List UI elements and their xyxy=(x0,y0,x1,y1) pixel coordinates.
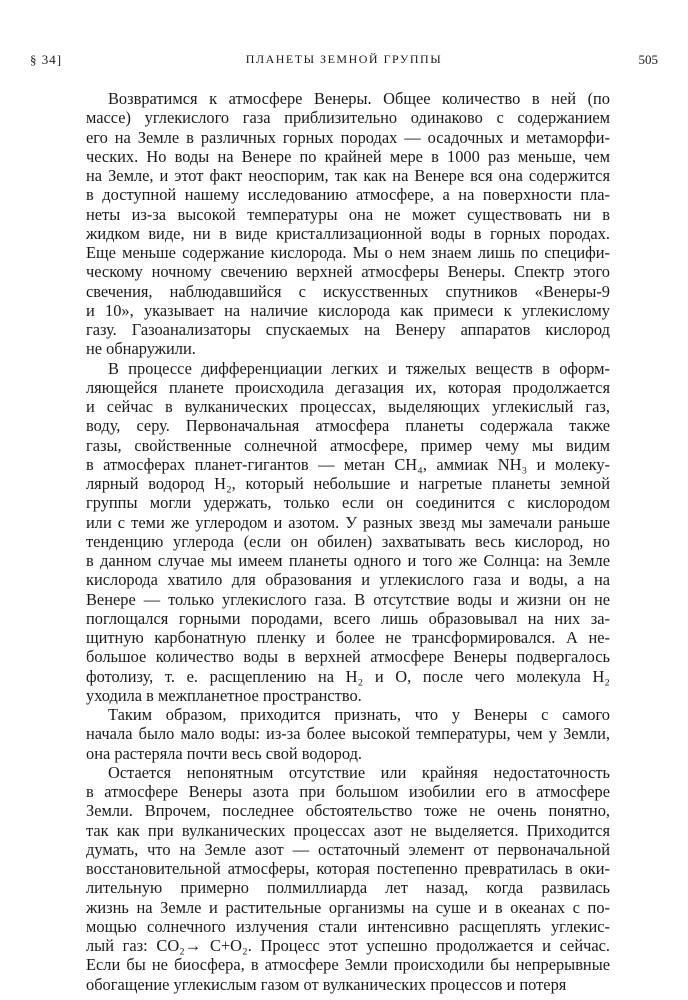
text-line: поглощался горными породами, всего лишь образовывал на них за- xyxy=(86,608,610,628)
text-line: восстановительной атмосферы, которая постепенно превратилась в оки- xyxy=(86,859,610,878)
text-line: кислорода хватило для образования и углекислого газа и воды, а на xyxy=(86,570,610,590)
text-line: лярный водород H₂, который небольшие и нагретые планеты земной xyxy=(86,474,610,493)
text-line: его на Земле в различных горных породах — осадочных и метаморфи- xyxy=(86,127,610,147)
paragraph xyxy=(86,763,610,994)
text-line: Таким образом, приходится признать, что у Венеры с самого xyxy=(108,705,610,724)
paragraph xyxy=(86,705,610,763)
text-line: начала было мало воды: из-за более высокой температуры, чем у Земли, xyxy=(86,724,610,744)
text-line: Остается непонятным отсутствие или крайняя недостаточность xyxy=(108,762,610,782)
text-line: большое количество воды в верхней атмосфере Венеры подвергалось xyxy=(86,647,610,667)
text-line: уходила в межпланетное пространство. xyxy=(86,685,362,705)
text-line: на Земле, и этот факт неоспорим, так как на Венере вся она содержится xyxy=(86,166,610,185)
text-line: ческих. Но воды на Венере по крайней мере в 1000 раз меньше, чем xyxy=(86,146,610,166)
text-line: свечения, наблюдавшийся с искусственных спутников «Венеры-9 xyxy=(86,281,610,301)
text-line: Возвратимся к атмосфере Венеры. Общее количество в ней (по xyxy=(108,89,610,108)
running-title: ПЛАНЕТЫ ЗЕМНОЙ ГРУППЫ xyxy=(245,52,443,66)
paragraph xyxy=(86,89,610,359)
text-line: воду, серу. Первоначальная атмосфера планеты содержала также xyxy=(86,416,610,436)
text-line: и 10», указывает на наличие кислорода как примеси к углекислому xyxy=(86,300,610,320)
text-line: газу. Газоанализаторы спускаемых на Венеру аппаратов кислород xyxy=(86,320,610,339)
text-line: лый газ: CO₂→ C+O₂. Процесс этот успешно продолжается и сейчас. xyxy=(86,936,610,955)
text-line: жидком виде, ни в виде кристаллизационной воды в горных породах. xyxy=(86,223,610,243)
text-line: газы, свойственные солнечной атмосфере, пример чему мы видим xyxy=(86,435,610,455)
text-line: неты из-за высокой температуры она не может существовать ни в xyxy=(86,204,610,224)
page-number: 505 xyxy=(638,52,658,67)
text-line: так как при вулканических процессах азот не выделяется. Приходится xyxy=(86,820,610,840)
text-line: фотолизу, т. е. расщеплению на H₂ и O, после чего молекула H₂ xyxy=(86,666,610,686)
running-header xyxy=(30,52,658,72)
text-line: обогащение углекислым газом от вулканических процессов и потеря xyxy=(86,974,567,994)
text-line: жизнь на Земле и растительные организмы на суше и в океанах с по- xyxy=(86,897,610,917)
text-line: В процессе дифференциации легких и тяжелых веществ в оформ- xyxy=(108,358,610,378)
text-line: лительную примерно полмиллиарда лет назад, когда развилась xyxy=(86,878,610,898)
text-line: ляющейся планете происходила дегазация их, которая продолжается xyxy=(86,377,610,397)
text-line: тенденцию углерода (если он обилен) захватывать весь кислород, но xyxy=(86,531,610,551)
text-line: группы могли удержать, только если он соединится с кислородом xyxy=(86,493,610,513)
text-line: мощью солнечного излучения стали интенсивно расщеплять углекис- xyxy=(86,916,610,936)
section-number: § 34] xyxy=(30,52,63,67)
text-line: и сейчас в вулканических процессах, выделяющих углекислый газ, xyxy=(86,397,610,416)
text-line: она растеряла почти весь свой водород. xyxy=(86,743,363,763)
text-line: в атмосфере Венеры азота при большом изобилии его в атмосфере xyxy=(86,782,610,801)
text-line: Еще меньше содержание кислорода. Мы о нем знаем лишь по специфи- xyxy=(86,243,610,262)
text-line: массе) углекислого газа приблизительно одинаково с содержанием xyxy=(86,108,610,128)
text-line: в данном случае мы имеем планеты одного и того же Солнца: на Земле xyxy=(86,551,610,570)
text-line: в доступной нашему исследованию атмосфере, а на поверхности пла- xyxy=(86,185,610,205)
text-line: думать, что на Земле азот — остаточный элемент от первоначальной xyxy=(86,839,610,859)
text-line: Земли. Впрочем, последнее обстоятельство тоже не очень понятно, xyxy=(86,801,610,821)
text-line: не обнаружили. xyxy=(86,339,196,359)
text-line: в атмосферах планет-гигантов — метан CH₄, аммиак NH₃ и молеку- xyxy=(86,454,610,474)
text-line: щитную карбонатную пленку и более не трансформировался. А не- xyxy=(86,628,610,647)
text-line: Венере — только углекислого газа. В отсутствие воды и жизни он не xyxy=(86,589,610,609)
text-line: или с теми же углеродом и азотом. У разных звезд мы замечали раньше xyxy=(86,512,610,532)
text-line: Если бы не биосфера, в атмосфере Земли происходили бы непрерывные xyxy=(86,955,610,975)
page-body xyxy=(86,89,610,994)
paragraph xyxy=(86,359,610,706)
text-line: ческому ночному свечению верхней атмосферы Венеры. Спектр этого xyxy=(86,262,610,282)
